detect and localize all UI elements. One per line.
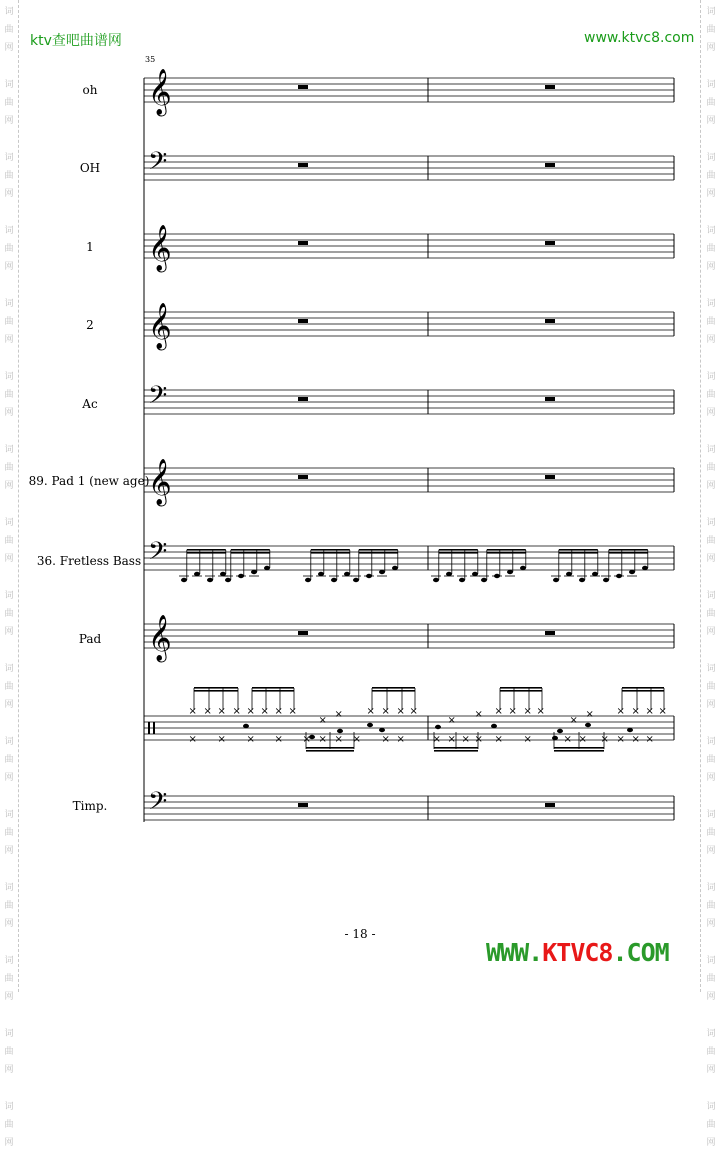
cymbal-note: × — [447, 734, 456, 745]
cymbal-note: × — [246, 734, 255, 745]
beam — [311, 549, 350, 551]
header-site-name: ktv查吧曲谱网 — [30, 33, 122, 49]
watermark-char: 网 — [4, 262, 14, 272]
beam — [252, 690, 294, 692]
watermark-char: 曲 — [706, 25, 716, 35]
note-head — [392, 566, 398, 570]
hihat-note: × — [494, 706, 503, 717]
watermark-char: 词 — [4, 445, 14, 455]
cymbal-note: × — [188, 734, 197, 745]
treble-clef-icon: 𝄞 — [148, 459, 172, 505]
watermark-char: 词 — [4, 737, 14, 747]
note-head — [642, 566, 648, 570]
beam — [187, 552, 226, 554]
cymbal-note: × — [334, 734, 343, 745]
note-head — [553, 578, 559, 582]
beam — [372, 690, 415, 692]
watermark-char: 网 — [4, 43, 14, 53]
hihat-note: × — [203, 706, 212, 717]
instrument-label-OH: OH — [79, 161, 101, 175]
drum-note-head — [585, 723, 591, 727]
watermark-char: 网 — [4, 627, 14, 637]
beam — [609, 549, 648, 551]
watermark-char: 词 — [706, 810, 716, 820]
beam — [359, 552, 398, 554]
cymbal-note: × — [645, 734, 654, 745]
page-number: - 18 - — [344, 927, 376, 941]
note-head — [207, 578, 213, 582]
cymbal-note: × — [381, 734, 390, 745]
watermark-char: 曲 — [4, 755, 14, 765]
whole-rest — [298, 163, 308, 167]
watermark-char: 曲 — [706, 974, 716, 984]
hihat-note: × — [381, 706, 390, 717]
beam — [434, 750, 478, 752]
watermark-char: 网 — [706, 335, 716, 345]
watermark-char: 词 — [4, 372, 14, 382]
beam — [194, 690, 238, 692]
drum-note-head — [379, 728, 385, 732]
beam — [500, 690, 542, 692]
footer-suffix: .COM — [612, 938, 669, 967]
hihat-note: × — [318, 715, 327, 726]
hihat-note: × — [217, 706, 226, 717]
watermark-char: 网 — [4, 408, 14, 418]
hihat-note: × — [188, 706, 197, 717]
watermark-char: 曲 — [706, 1120, 716, 1130]
cymbal-note: × — [302, 734, 311, 745]
percussion-clef-icon — [153, 722, 155, 734]
watermark-char: 网 — [706, 627, 716, 637]
drum-note-head — [337, 729, 343, 733]
note-head — [629, 570, 635, 574]
watermark-char: 网 — [706, 408, 716, 418]
treble-clef-icon: 𝄞 — [148, 69, 172, 115]
watermark-char: 网 — [706, 262, 716, 272]
drum-note-head — [491, 724, 497, 728]
hihat-note: × — [334, 709, 343, 720]
bass-clef-icon: 𝄢 — [148, 381, 168, 416]
watermark-char: 词 — [4, 80, 14, 90]
header-site-url[interactable]: www.ktvc8.com — [584, 30, 695, 46]
watermark-char: 曲 — [4, 317, 14, 327]
watermark-char: 词 — [706, 153, 716, 163]
cymbal-note: × — [274, 734, 283, 745]
footer-logo-url[interactable] — [486, 938, 669, 967]
cymbal-note: × — [631, 734, 640, 745]
drum-note-head — [552, 736, 558, 740]
watermark-char: 曲 — [4, 25, 14, 35]
watermark-char: 曲 — [706, 755, 716, 765]
watermark-char: 曲 — [4, 171, 14, 181]
hihat-note: × — [569, 715, 578, 726]
note-head — [433, 578, 439, 582]
hihat-note: × — [409, 706, 418, 717]
watermark-char: 网 — [706, 846, 716, 856]
cymbal-note: × — [494, 734, 503, 745]
hihat-note: × — [366, 706, 375, 717]
hihat-note: × — [246, 706, 255, 717]
watermark-char: 词 — [706, 1029, 716, 1039]
watermark-char: 网 — [4, 992, 14, 1002]
beam — [231, 552, 270, 554]
note-head — [579, 578, 585, 582]
watermark-char: 词 — [706, 664, 716, 674]
watermark-char: 曲 — [706, 828, 716, 838]
watermark-char: 曲 — [4, 682, 14, 692]
watermark-char: 词 — [706, 372, 716, 382]
instrument-label-pad: Pad — [78, 632, 102, 646]
instrument-label-ac: Ac — [82, 397, 98, 411]
drum-note-head — [367, 723, 373, 727]
watermark-char: 词 — [4, 810, 14, 820]
watermark-char: 词 — [4, 518, 14, 528]
whole-rest — [545, 803, 555, 807]
cymbal-note: × — [217, 734, 226, 745]
hihat-note: × — [447, 715, 456, 726]
bass-clef-icon: 𝄢 — [148, 147, 168, 182]
beam — [487, 552, 526, 554]
cymbal-note: × — [432, 734, 441, 745]
instrument-label-2: 2 — [86, 318, 94, 332]
watermark-char: 词 — [4, 153, 14, 163]
hihat-note: × — [260, 706, 269, 717]
watermark-char: 曲 — [4, 1120, 14, 1130]
watermark-char: 词 — [4, 1029, 14, 1039]
treble-clef-icon: 𝄞 — [148, 225, 172, 271]
hihat-note: × — [536, 706, 545, 717]
watermark-char: 网 — [4, 1065, 14, 1075]
beam — [487, 549, 526, 551]
watermark-char: 网 — [706, 1138, 716, 1148]
whole-rest — [545, 241, 555, 245]
watermark-char: 词 — [4, 1102, 14, 1112]
hihat-note: × — [232, 706, 241, 717]
watermark-char: 曲 — [706, 317, 716, 327]
watermark-char: 曲 — [4, 609, 14, 619]
watermark-char: 曲 — [4, 1047, 14, 1057]
watermark-char: 网 — [4, 481, 14, 491]
watermark-char: 网 — [706, 189, 716, 199]
instrument-label-oh: oh — [82, 83, 98, 97]
hihat-note: × — [474, 709, 483, 720]
watermark-char: 词 — [4, 664, 14, 674]
note-head — [592, 572, 598, 576]
watermark-char: 网 — [4, 846, 14, 856]
watermark-char: 词 — [706, 80, 716, 90]
beam — [622, 687, 664, 689]
drum-note-head — [243, 724, 249, 728]
cymbal-note: × — [461, 734, 470, 745]
beam — [500, 687, 542, 689]
watermark-char: 曲 — [4, 463, 14, 473]
hihat-note: × — [288, 706, 297, 717]
note-head — [181, 578, 187, 582]
watermark-char: 词 — [4, 299, 14, 309]
cymbal-note: × — [600, 734, 609, 745]
cymbal-note: × — [563, 734, 572, 745]
hihat-note: × — [585, 709, 594, 720]
whole-rest — [298, 397, 308, 401]
beam — [231, 549, 270, 551]
beam — [311, 552, 350, 554]
footer-prefix: WWW. — [486, 938, 543, 967]
hihat-note: × — [645, 706, 654, 717]
watermark-char: 曲 — [4, 536, 14, 546]
bass-clef-icon: 𝄢 — [148, 537, 168, 572]
whole-rest — [545, 163, 555, 167]
footer-brand: KTVC8 — [542, 938, 613, 967]
cymbal-note: × — [318, 734, 327, 745]
watermark-char: 网 — [706, 1065, 716, 1075]
watermark-char: 词 — [706, 883, 716, 893]
watermark-char: 词 — [4, 956, 14, 966]
cymbal-note: × — [578, 734, 587, 745]
note-head — [379, 570, 385, 574]
note-head — [225, 578, 231, 582]
drum-note-head — [557, 729, 563, 733]
note-head — [603, 578, 609, 582]
watermark-char: 网 — [706, 116, 716, 126]
note-head — [507, 570, 513, 574]
note-head — [446, 572, 452, 576]
whole-rest — [298, 319, 308, 323]
watermark-char: 网 — [706, 700, 716, 710]
beam — [439, 552, 478, 554]
watermark-char: 网 — [4, 116, 14, 126]
watermark-char: 网 — [706, 773, 716, 783]
note-head — [459, 578, 465, 582]
watermark-char: 词 — [706, 591, 716, 601]
whole-rest — [298, 241, 308, 245]
note-head — [481, 578, 487, 582]
note-head — [305, 578, 311, 582]
watermark-char: 网 — [706, 992, 716, 1002]
bass-clef-icon: 𝄢 — [148, 787, 168, 822]
note-head — [472, 572, 478, 576]
watermark-char: 网 — [4, 700, 14, 710]
watermark-char: 词 — [706, 226, 716, 236]
watermark-char: 曲 — [706, 536, 716, 546]
whole-rest — [545, 319, 555, 323]
note-head — [318, 572, 324, 576]
watermark-char: 网 — [4, 335, 14, 345]
watermark-char: 曲 — [4, 98, 14, 108]
watermark-char: 曲 — [706, 244, 716, 254]
beam — [439, 549, 478, 551]
note-head — [520, 566, 526, 570]
note-head — [353, 578, 359, 582]
watermark-char: 网 — [706, 43, 716, 53]
note-head — [251, 570, 257, 574]
note-head — [566, 572, 572, 576]
watermark-char: 曲 — [4, 828, 14, 838]
beam — [554, 750, 604, 752]
whole-rest — [545, 475, 555, 479]
hihat-note: × — [658, 706, 667, 717]
instrument-label-1: 1 — [86, 240, 94, 254]
watermark-char: 曲 — [4, 244, 14, 254]
watermark-char: 词 — [706, 1102, 716, 1112]
watermark-char: 网 — [706, 481, 716, 491]
cymbal-note: × — [352, 734, 361, 745]
note-head — [344, 572, 350, 576]
whole-rest — [298, 85, 308, 89]
drum-note-head — [627, 728, 633, 732]
beam — [252, 687, 294, 689]
beam — [559, 552, 598, 554]
watermark-char: 词 — [4, 7, 14, 17]
note-head — [331, 578, 337, 582]
watermark-char: 曲 — [706, 682, 716, 692]
watermark-char: 词 — [706, 7, 716, 17]
treble-clef-icon: 𝄞 — [148, 303, 172, 349]
watermark-char: 曲 — [706, 1047, 716, 1057]
watermark-char: 曲 — [4, 901, 14, 911]
beam — [187, 549, 226, 551]
watermark-char: 曲 — [706, 901, 716, 911]
hihat-note: × — [631, 706, 640, 717]
watermark-char: 曲 — [4, 974, 14, 984]
hihat-note: × — [396, 706, 405, 717]
whole-rest — [545, 397, 555, 401]
hihat-note: × — [274, 706, 283, 717]
watermark-char: 网 — [4, 773, 14, 783]
cymbal-note: × — [474, 734, 483, 745]
percussion-clef-icon — [148, 722, 150, 734]
cymbal-note: × — [396, 734, 405, 745]
watermark-char: 词 — [4, 591, 14, 601]
watermark-char: 词 — [706, 737, 716, 747]
beam — [622, 690, 664, 692]
treble-clef-icon: 𝄞 — [148, 615, 172, 661]
cymbal-note: × — [523, 734, 532, 745]
watermark-char: 词 — [706, 445, 716, 455]
whole-rest — [298, 631, 308, 635]
watermark-char: 曲 — [706, 390, 716, 400]
beam — [609, 552, 648, 554]
instrument-label-pad1: 89. Pad 1 (new age) — [28, 474, 150, 488]
hihat-note: × — [616, 706, 625, 717]
watermark-char: 曲 — [706, 463, 716, 473]
watermark-char: 曲 — [706, 171, 716, 181]
beam — [372, 687, 415, 689]
watermark-char: 词 — [706, 956, 716, 966]
watermark-char: 词 — [706, 518, 716, 528]
note-head — [220, 572, 226, 576]
instrument-label-fretless-bass: 36. Fretless Bass — [36, 554, 142, 568]
watermark-char: 词 — [4, 226, 14, 236]
watermark-char: 曲 — [706, 609, 716, 619]
watermark-char: 网 — [4, 189, 14, 199]
beam — [194, 687, 238, 689]
whole-rest — [545, 631, 555, 635]
instrument-label-timp: Timp. — [72, 799, 108, 813]
watermark-char: 网 — [706, 554, 716, 564]
watermark-char: 词 — [706, 299, 716, 309]
watermark-char: 网 — [4, 919, 14, 929]
watermark-char: 网 — [4, 1138, 14, 1148]
measure-number: 35 — [145, 55, 156, 64]
whole-rest — [298, 475, 308, 479]
watermark-char: 曲 — [706, 98, 716, 108]
hihat-note: × — [508, 706, 517, 717]
drum-note-head — [435, 725, 441, 729]
whole-rest — [298, 803, 308, 807]
beam — [359, 549, 398, 551]
watermark-char: 词 — [4, 883, 14, 893]
beam — [559, 549, 598, 551]
watermark-char: 网 — [4, 554, 14, 564]
watermark-char: 网 — [706, 919, 716, 929]
hihat-note: × — [523, 706, 532, 717]
whole-rest — [545, 85, 555, 89]
watermark-char: 曲 — [4, 390, 14, 400]
note-head — [264, 566, 270, 570]
beam — [306, 750, 354, 752]
cymbal-note: × — [616, 734, 625, 745]
note-head — [194, 572, 200, 576]
